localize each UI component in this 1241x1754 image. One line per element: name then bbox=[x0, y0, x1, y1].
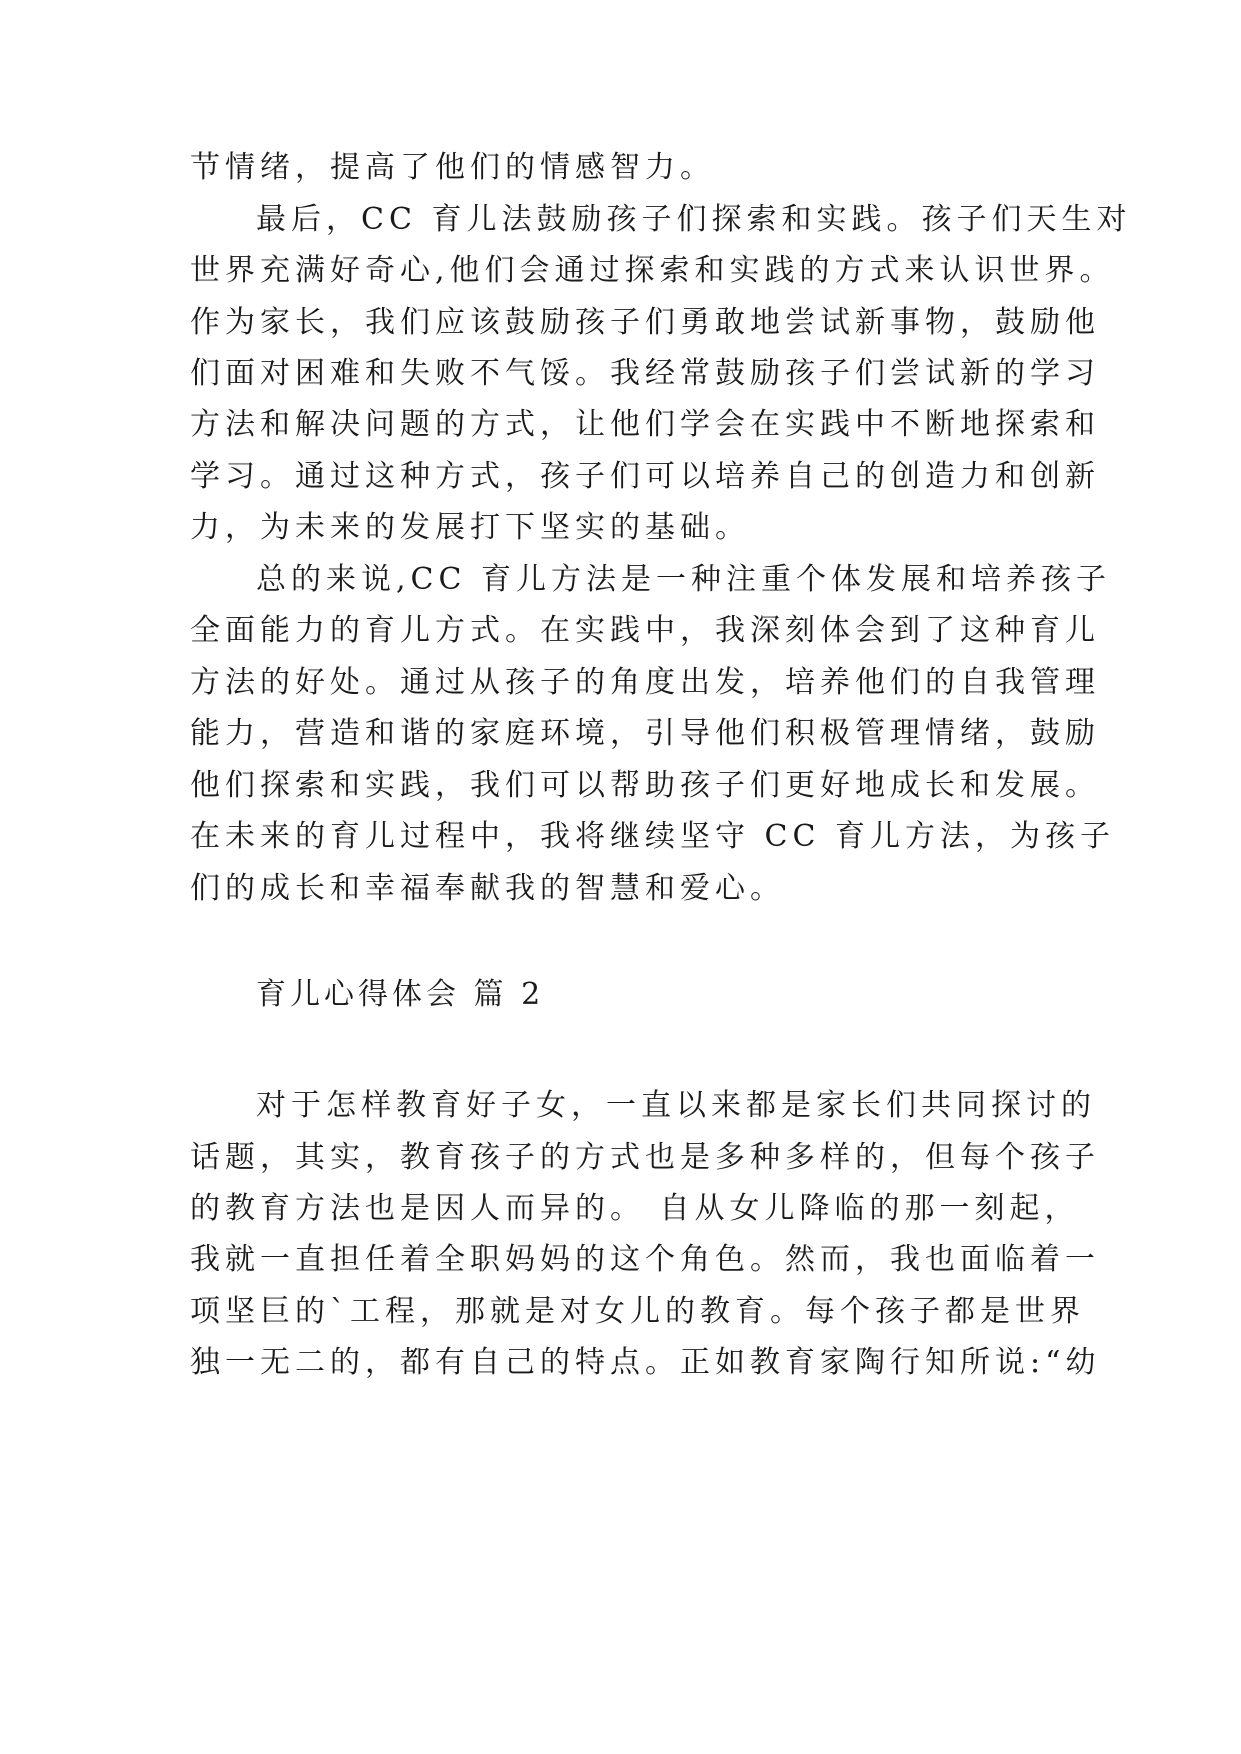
section-heading: 育儿心得体会 篇 2 bbox=[256, 977, 545, 1012]
paragraph-line: 们的成长和幸福奉献我的智慧和爱心。 bbox=[190, 871, 785, 906]
paragraph-line: 最后，CC 育儿法鼓励孩子们探索和实践。孩子们天生对 bbox=[256, 202, 1132, 237]
paragraph-line: 作为家长，我们应该鼓励孩子们勇敢地尝试新事物，鼓励他 bbox=[190, 305, 1100, 340]
paragraph-line: 方法和解决问题的方式，让他们学会在实践中不断地探索和 bbox=[190, 407, 1100, 442]
paragraph-line: 的教育方法也是因人而异的。 自从女儿降临的那一刻起， bbox=[190, 1191, 1080, 1226]
paragraph-line: 项坚巨的`工程，那就是对女儿的教育。每个孩子都是世界 bbox=[190, 1294, 1085, 1329]
paragraph-line: 对于怎样教育好子女，一直以来都是家长们共同探讨的 bbox=[256, 1088, 1096, 1123]
paragraph-line: 在未来的育儿过程中，我将继续坚守 CC 育儿方法，为孩子 bbox=[190, 819, 1115, 854]
paragraph-line: 们面对困难和失败不气馁。我经常鼓励孩子们尝试新的学习 bbox=[190, 356, 1100, 391]
paragraph-line: 他们探索和实践，我们可以帮助孩子们更好地成长和发展。 bbox=[190, 768, 1100, 803]
paragraph-line: 独一无二的，都有自己的特点。正如教育家陶行知所说:“幼 bbox=[190, 1345, 1101, 1380]
paragraph-line: 世界充满好奇心,他们会通过探索和实践的方式来认识世界。 bbox=[190, 253, 1115, 288]
paragraph-line: 我就一直担任着全职妈妈的这个角色。然而，我也面临着一 bbox=[190, 1242, 1100, 1277]
paragraph-line: 话题，其实，教育孩子的方式也是多种多样的，但每个孩子 bbox=[190, 1140, 1100, 1175]
paragraph-line: 学习。通过这种方式，孩子们可以培养自己的创造力和创新 bbox=[190, 459, 1100, 494]
paragraph-line: 总的来说,CC 育儿方法是一种注重个体发展和培养孩子 bbox=[256, 562, 1111, 597]
paragraph-line: 节情绪，提高了他们的情感智力。 bbox=[190, 150, 715, 185]
paragraph-line: 方法的好处。通过从孩子的角度出发，培养他们的自我管理 bbox=[190, 665, 1100, 700]
paragraph-line: 全面能力的育儿方式。在实践中，我深刻体会到了这种育儿 bbox=[190, 613, 1100, 648]
paragraph-line: 力，为未来的发展打下坚实的基础。 bbox=[190, 510, 750, 545]
paragraph-line: 能力，营造和谐的家庭环境，引导他们积极管理情绪，鼓励 bbox=[190, 716, 1100, 751]
